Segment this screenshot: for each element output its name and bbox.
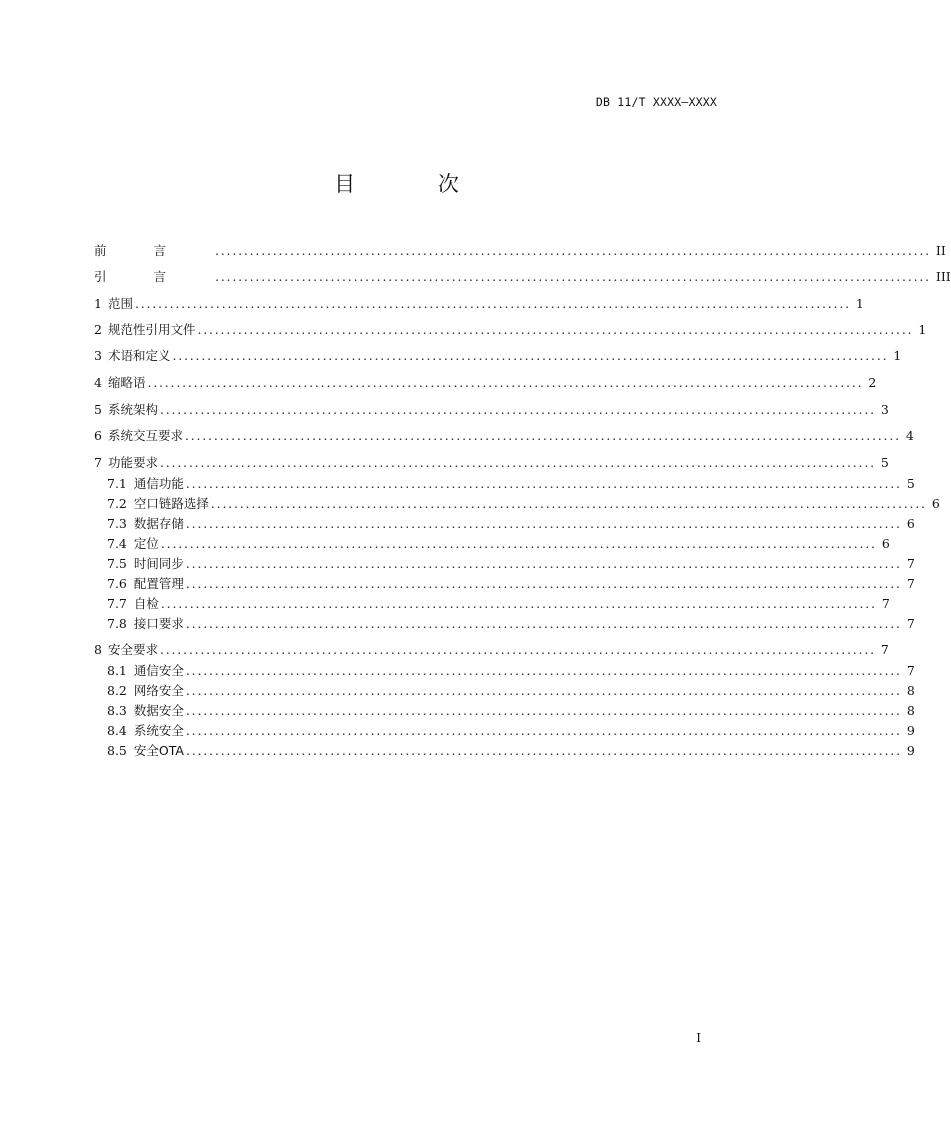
toc-entry-7[interactable] bbox=[94, 455, 889, 471]
toc-entry-7-2[interactable] bbox=[107, 496, 940, 512]
toc-page-number: 6 bbox=[906, 516, 915, 531]
toc-leader-dots: ............................................................................................................................ bbox=[185, 476, 902, 491]
toc-leader-dots: ............................................................................................................................ bbox=[185, 723, 902, 738]
toc-entry-8-3[interactable] bbox=[107, 703, 915, 719]
toc-section-number: 7.1 bbox=[107, 476, 127, 491]
toc-page-number: 7 bbox=[906, 663, 915, 678]
toc-page-number: 1 bbox=[918, 322, 927, 337]
toc-section-number: 8.2 bbox=[107, 683, 127, 698]
toc-entry-8[interactable] bbox=[94, 642, 889, 658]
toc-entry-8-1[interactable] bbox=[107, 663, 915, 679]
toc-entry-5[interactable] bbox=[94, 402, 889, 418]
toc-page-number: 8 bbox=[906, 683, 915, 698]
toc-entry-3[interactable] bbox=[94, 348, 902, 364]
toc-entry-title: 术语和定义 bbox=[107, 348, 171, 363]
toc-section-number: 8 bbox=[94, 642, 102, 657]
toc-leader-dots: ............................................................................................................................ bbox=[215, 269, 931, 284]
toc-entry-7-4[interactable] bbox=[107, 536, 890, 552]
toc-leader-dots: ............................................................................................................................ bbox=[134, 296, 851, 311]
toc-leader-dots: ............................................................................................................................ bbox=[185, 743, 902, 758]
toc-page-number: 7 bbox=[906, 556, 915, 571]
toc-entry-title: 系统安全 bbox=[133, 723, 184, 738]
toc-page-number: 7 bbox=[880, 642, 889, 657]
toc-entry-title: 空口链路选择 bbox=[133, 496, 209, 511]
toc-leader-dots: ............................................................................................................................ bbox=[160, 536, 877, 551]
toc-leader-dots: ............................................................................................................................ bbox=[215, 243, 931, 258]
toc-entry-title: 定位 bbox=[133, 536, 159, 551]
toc-section-number: 5 bbox=[94, 402, 102, 417]
toc-entry-2[interactable] bbox=[94, 322, 927, 338]
toc-section-number: 6 bbox=[94, 428, 102, 443]
toc-section-number: 8.3 bbox=[107, 703, 127, 718]
toc-entry-8-4[interactable] bbox=[107, 723, 915, 739]
page-number: I bbox=[696, 1031, 701, 1045]
toc-section-number: 8.4 bbox=[107, 723, 127, 738]
toc-entry-title: 通信安全 bbox=[133, 663, 184, 678]
toc-page-number: 4 bbox=[905, 428, 914, 443]
toc-section-number: 4 bbox=[94, 375, 102, 390]
toc-entry-introduction[interactable] bbox=[94, 269, 951, 285]
toc-entry-7-7[interactable] bbox=[107, 596, 890, 612]
toc-section-number: 7.5 bbox=[107, 556, 127, 571]
toc-section-number: 7.4 bbox=[107, 536, 127, 551]
toc-entry-7-1[interactable] bbox=[107, 476, 915, 492]
toc-entry-title: 数据安全 bbox=[133, 703, 184, 718]
toc-section-number: 2 bbox=[94, 322, 102, 337]
toc-entry-7-6[interactable] bbox=[107, 576, 915, 592]
toc-leader-dots: ............................................................................................................................ bbox=[159, 642, 876, 657]
toc-entry-7-5[interactable] bbox=[107, 556, 915, 572]
toc-leader-dots: ............................................................................................................................ bbox=[185, 683, 902, 698]
toc-leader-dots: ............................................................................................................................ bbox=[185, 703, 902, 718]
toc-entry-title: 时间同步 bbox=[133, 556, 184, 571]
toc-leader-dots: ............................................................................................................................ bbox=[159, 402, 876, 417]
toc-entry-title: 网络安全 bbox=[133, 683, 184, 698]
toc-page-number: 6 bbox=[931, 496, 940, 511]
toc-leader-dots: ............................................................................................................................ bbox=[185, 516, 902, 531]
toc-entry-title: 规范性引用文件 bbox=[107, 322, 196, 337]
toc-leader-dots: ............................................................................................................................ bbox=[185, 556, 902, 571]
toc-entry-title: 引言 bbox=[94, 269, 214, 284]
toc-entry-6[interactable] bbox=[94, 428, 914, 444]
toc-page-number: 9 bbox=[906, 723, 915, 738]
toc-entry-title: 安全OTA bbox=[133, 743, 184, 758]
toc-section-number: 7.2 bbox=[107, 496, 127, 511]
toc-page-number: 5 bbox=[880, 455, 889, 470]
toc-section-number: 3 bbox=[94, 348, 102, 363]
toc-entry-title: 系统架构 bbox=[107, 402, 158, 417]
toc-page-number: III bbox=[935, 269, 951, 284]
toc-page-number: 6 bbox=[881, 536, 890, 551]
toc-entry-4[interactable] bbox=[94, 375, 877, 391]
toc-entry-title: 缩略语 bbox=[107, 375, 146, 390]
toc-leader-dots: ............................................................................................................................ bbox=[172, 348, 889, 363]
toc-page-number: 2 bbox=[868, 375, 877, 390]
toc-entry-1[interactable] bbox=[94, 296, 864, 312]
toc-leader-dots: ............................................................................................................................ bbox=[160, 596, 877, 611]
toc-page-number: II bbox=[935, 243, 946, 258]
toc-entry-title: 接口要求 bbox=[133, 616, 184, 631]
page-title: 目 次 bbox=[334, 172, 497, 196]
toc-entry-title: 系统交互要求 bbox=[107, 428, 183, 443]
toc-page-number: 7 bbox=[906, 576, 915, 591]
toc-entry-title: 通信功能 bbox=[133, 476, 184, 491]
toc-leader-dots: ............................................................................................................................ bbox=[210, 496, 927, 511]
toc-entry-7-8[interactable] bbox=[107, 616, 915, 632]
toc-page-number: 8 bbox=[906, 703, 915, 718]
toc-leader-dots: ............................................................................................................................ bbox=[147, 375, 864, 390]
toc-leader-dots: ............................................................................................................................ bbox=[197, 322, 914, 337]
standard-code: DB 11/T XXXX—XXXX bbox=[595, 95, 717, 109]
toc-section-number: 7 bbox=[94, 455, 102, 470]
toc-entry-title: 功能要求 bbox=[107, 455, 158, 470]
toc-leader-dots: ............................................................................................................................ bbox=[185, 663, 902, 678]
toc-page-number: 9 bbox=[906, 743, 915, 758]
toc-section-number: 1 bbox=[94, 296, 102, 311]
toc-section-number: 7.3 bbox=[107, 516, 127, 531]
toc-leader-dots: ............................................................................................................................ bbox=[185, 576, 902, 591]
toc-page-number: 5 bbox=[906, 476, 915, 491]
toc-entry-8-2[interactable] bbox=[107, 683, 915, 699]
toc-entry-title: 范围 bbox=[107, 296, 133, 311]
toc-page-number: 3 bbox=[880, 402, 889, 417]
toc-entry-title: 数据存储 bbox=[133, 516, 184, 531]
toc-leader-dots: ............................................................................................................................ bbox=[184, 428, 901, 443]
toc-page-number: 7 bbox=[881, 596, 890, 611]
toc-page-number: 7 bbox=[906, 616, 915, 631]
toc-page-number: 1 bbox=[893, 348, 902, 363]
toc-entry-title: 自检 bbox=[133, 596, 159, 611]
toc-entry-title: 配置管理 bbox=[133, 576, 184, 591]
toc-page-number: 1 bbox=[855, 296, 864, 311]
toc-section-number: 7.8 bbox=[107, 616, 127, 631]
toc-section-number: 8.1 bbox=[107, 663, 127, 678]
toc-section-number: 7.6 bbox=[107, 576, 127, 591]
toc-entry-title: 前言 bbox=[94, 243, 214, 258]
toc-entry-foreword[interactable] bbox=[94, 243, 946, 259]
toc-entry-8-5[interactable] bbox=[107, 743, 915, 759]
toc-leader-dots: ............................................................................................................................ bbox=[185, 616, 902, 631]
toc-entry-title: 安全要求 bbox=[107, 642, 158, 657]
toc-section-number: 7.7 bbox=[107, 596, 127, 611]
toc-entry-7-3[interactable] bbox=[107, 516, 915, 532]
toc-section-number: 8.5 bbox=[107, 743, 127, 758]
toc-leader-dots: ............................................................................................................................ bbox=[159, 455, 876, 470]
